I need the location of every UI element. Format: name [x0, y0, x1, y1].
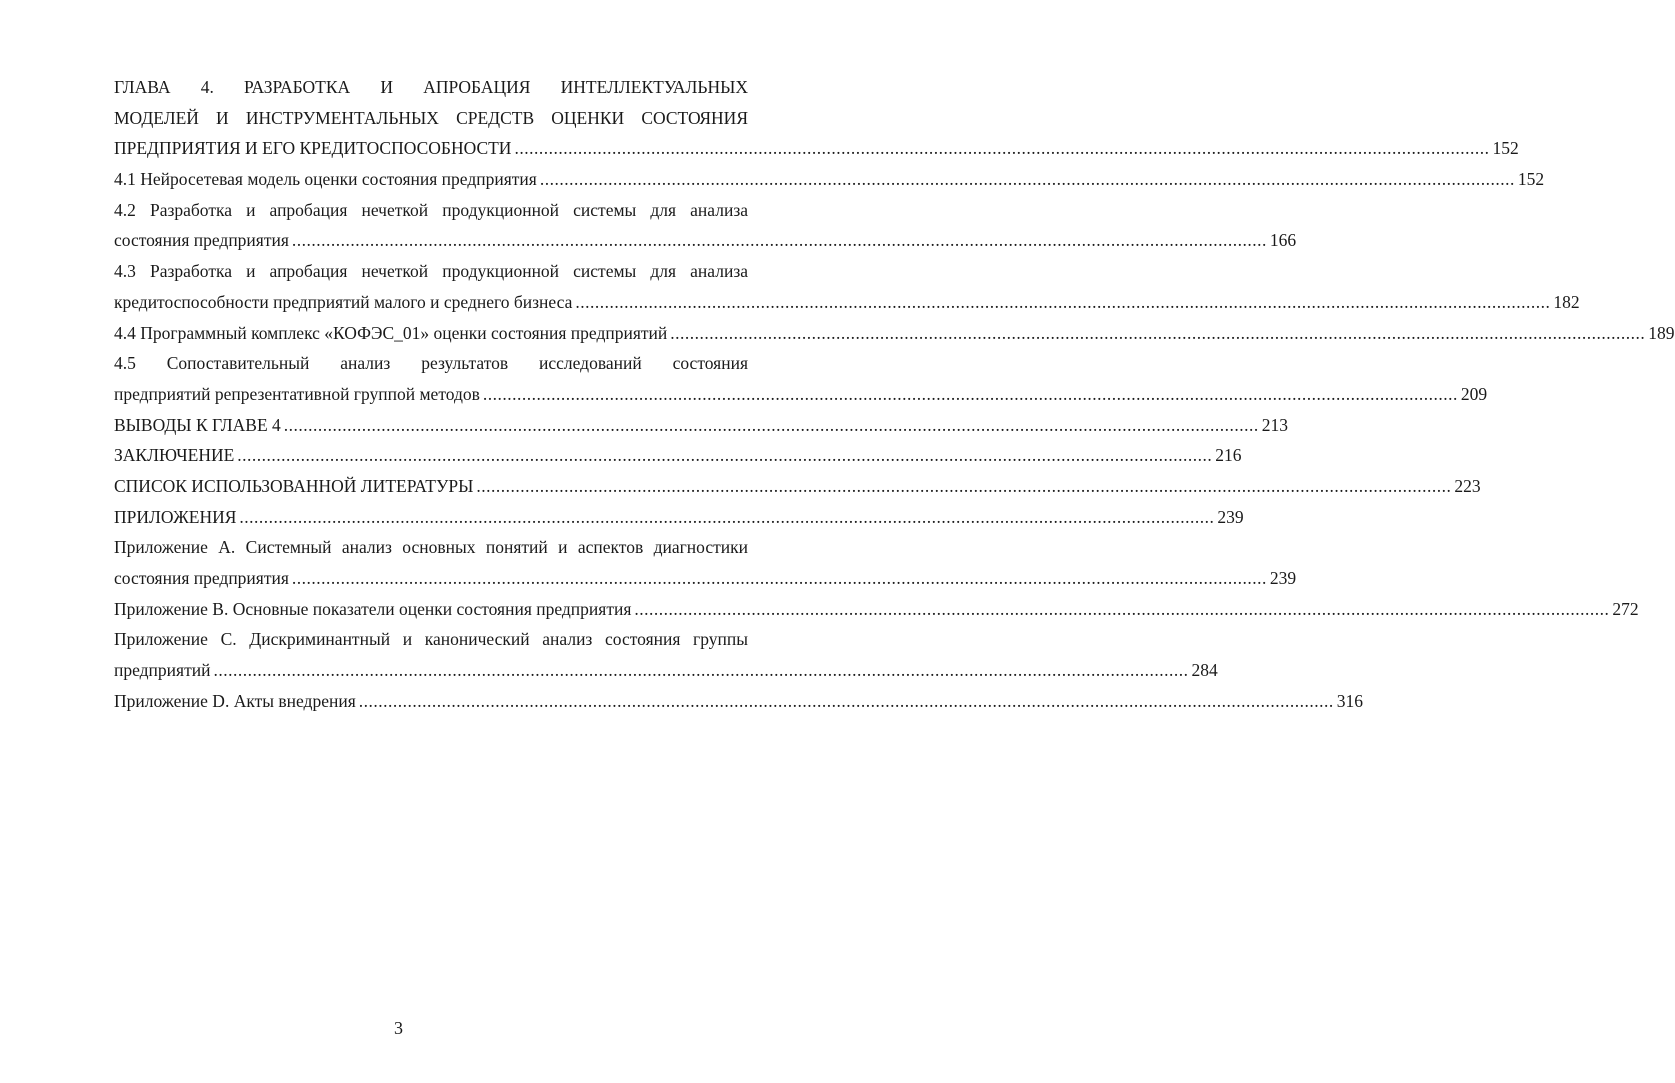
toc-page-number: 272	[1612, 598, 1639, 619]
toc-entry-appendix-a-line1: Приложение А. Системный анализ основных понятий и аспектов диагностики	[114, 537, 748, 558]
toc-page-number: 239	[1269, 568, 1297, 588]
toc-page-number: 209	[1460, 383, 1488, 404]
toc-page-number: 166	[1269, 230, 1297, 251]
toc-chapter4-title-line3: ПРЕДПРИЯТИЯ И ЕГО КРЕДИТОСПОСОБНОСТИ	[114, 138, 512, 159]
toc-page-number: 189	[1648, 322, 1675, 343]
toc-entry-title: Приложение В. Основные показатели оценки состояния предприятия	[114, 598, 632, 619]
toc-entry-title: ЗАКЛЮЧЕНИЕ	[114, 445, 235, 466]
dot-leader: ........................................................................................................................................................................................................	[237, 445, 1213, 466]
toc-entry-4-3-line1: 4.3 Разработка и апробация нечеткой продукционной системы для анализа	[114, 261, 748, 282]
dot-leader: ........................................................................................................................................................................................................	[670, 322, 1646, 343]
dot-leader: ........................................................................................................................................................................................................	[514, 138, 1490, 159]
toc-entry-appendix-c	[114, 655, 1218, 686]
dot-leader: ........................................................................................................................................................................................................	[239, 506, 1215, 527]
toc-chapter4-title-line2: МОДЕЛЕЙ И ИНСТРУМЕНТАЛЬНЫХ СРЕДСТВ ОЦЕНКИ СОСТОЯНИЯ	[114, 107, 748, 128]
dot-leader: ........................................................................................................................................................................................................	[539, 169, 1515, 190]
toc-chapter4-title-line1: ГЛАВА 4. РАЗРАБОТКА И АПРОБАЦИЯ ИНТЕЛЛЕКТУАЛЬНЫХ	[114, 77, 748, 97]
toc-entry-4-2	[114, 225, 1297, 256]
toc-entry-conclusions-ch4	[114, 410, 1289, 441]
table-of-contents	[114, 72, 1675, 716]
toc-entry-title: 4.1 Нейросетевая модель оценки состояния предприятия	[114, 169, 537, 190]
toc-chapter4-entry	[114, 133, 1519, 164]
toc-entry-4-4	[114, 318, 1675, 349]
toc-entry-title: состояния предприятия	[114, 230, 289, 251]
toc-page-number: 216	[1215, 445, 1242, 466]
toc-entry-4-5-line1: 4.5 Сопоставительный анализ результатов исследований состояния	[114, 353, 748, 374]
dot-leader: ........................................................................................................................................................................................................	[291, 568, 1267, 588]
dot-leader: ........................................................................................................................................................................................................	[476, 475, 1452, 496]
toc-entry-appendix-c-line1: Приложение С. Дискриминантный и канонический анализ состояния группы	[114, 629, 748, 650]
toc-entry-title: кредитоспособности предприятий малого и среднего бизнеса	[114, 291, 573, 312]
toc-page-number: 223	[1454, 475, 1481, 496]
page-number: 3	[394, 1018, 403, 1038]
dot-leader: ........................................................................................................................................................................................................	[575, 291, 1551, 312]
toc-page-number: 152	[1517, 169, 1545, 190]
dot-leader: ........................................................................................................................................................................................................	[634, 598, 1610, 619]
toc-entry-title: ВЫВОДЫ К ГЛАВЕ 4	[114, 414, 281, 435]
toc-page-number: 182	[1553, 291, 1580, 312]
toc-entry-references	[114, 471, 1481, 502]
toc-entry-title: ПРИЛОЖЕНИЯ	[114, 506, 237, 527]
toc-page-number: 152	[1492, 138, 1519, 159]
toc-page-number: 213	[1261, 414, 1289, 435]
dot-leader: ........................................................................................................................................................................................................	[213, 660, 1189, 681]
toc-entry-4-1	[114, 164, 1545, 195]
toc-entry-appendix-d	[114, 686, 1363, 717]
toc-entry-title: СПИСОК ИСПОЛЬЗОВАННОЙ ЛИТЕРАТУРЫ	[114, 475, 474, 496]
toc-entry-4-2-line1: 4.2 Разработка и апробация нечеткой продукционной системы для анализа	[114, 199, 748, 220]
toc-entry-4-3	[114, 287, 1580, 318]
toc-entry-appendices	[114, 502, 1244, 533]
toc-entry-title: 4.4 Программный комплекс «КОФЭС_01» оценки состояния предприятий	[114, 322, 668, 343]
toc-entry-appendix-b	[114, 594, 1639, 625]
toc-entry-4-5	[114, 379, 1488, 410]
toc-entry-title: состояния предприятия	[114, 568, 289, 588]
toc-entry-appendix-a	[114, 563, 1297, 594]
toc-entry-final-conclusion	[114, 440, 1242, 471]
toc-entry-title: Приложение D. Акты внедрения	[114, 690, 356, 711]
toc-page-number: 284	[1191, 660, 1218, 681]
dot-leader: ........................................................................................................................................................................................................	[358, 690, 1334, 711]
toc-entry-title: предприятий	[114, 660, 211, 681]
toc-page-number: 239	[1217, 506, 1244, 527]
toc-entry-title: предприятий репрезентативной группой методов	[114, 383, 480, 404]
dot-leader: ........................................................................................................................................................................................................	[291, 230, 1267, 251]
dot-leader: ........................................................................................................................................................................................................	[482, 383, 1458, 404]
toc-page-number: 316	[1336, 690, 1363, 711]
dot-leader: ........................................................................................................................................................................................................	[283, 414, 1259, 435]
